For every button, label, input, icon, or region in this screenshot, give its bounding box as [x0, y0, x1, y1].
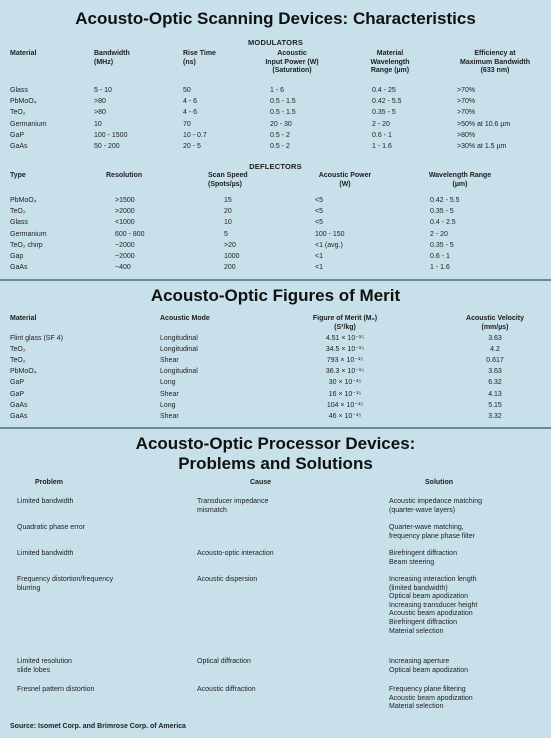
table-cell: <1 (avg.)	[315, 241, 343, 249]
table-cell: 0.617	[486, 357, 504, 365]
table-cell: 15	[224, 197, 232, 204]
table-cell: 4.51 × 10⁻¹⁵	[325, 335, 365, 342]
table-cell: Fresnel pattern distortion	[17, 686, 95, 693]
table-cell: <1	[315, 264, 323, 272]
merit-col-header: Figure of Merit (M₂) (S³/kg)	[312, 315, 378, 331]
table-cell: Long	[160, 379, 176, 387]
table-cell: 0.5 - 1.5	[270, 109, 296, 117]
table-cell: 4.2	[490, 346, 500, 354]
table-cell: >30% at 1.5 µm	[457, 143, 507, 150]
table-cell: 4 - 6	[183, 109, 198, 117]
table-cell: >1500	[115, 197, 135, 204]
table-cell: TeO₂	[10, 109, 26, 117]
table-cell: 1 - 1.6	[430, 264, 450, 272]
deflectors-heading: DEFLECTORS	[249, 162, 302, 171]
merit-col-header: Acoustic Velocity (mm/µs)	[466, 315, 524, 331]
table-cell: <5	[315, 197, 323, 204]
table-cell: Optical diffraction	[197, 658, 251, 665]
table-cell: 6.32	[488, 379, 502, 387]
table-cell: 0.6 - 1	[430, 253, 450, 260]
merit-title: Acousto-Optic Figures of Merit	[150, 286, 401, 305]
table-cell: 0.4 - 25	[372, 87, 396, 94]
table-cell: 36.3 × 10⁻¹⁵	[325, 368, 365, 376]
table-cell: 100 - 1500	[94, 131, 128, 139]
problems-col-header: Solution	[425, 479, 453, 486]
deflectors-col-header: Wavelength Range (µm)	[428, 172, 492, 188]
table-cell: Germanium	[10, 120, 47, 128]
table-cell: <5	[315, 219, 323, 227]
deflectors-col-header: Scan Speed (Spots/µs)	[208, 172, 248, 188]
table-cell: 10	[224, 219, 232, 227]
table-cell: 793 × 10⁻¹⁵	[326, 357, 364, 365]
table-cell: 0.35 - 5	[430, 208, 454, 216]
merit-col-header: Acoustic Mode	[160, 315, 210, 322]
modulators-heading: MODULATORS	[247, 38, 304, 47]
table-cell: TeO₂	[10, 346, 26, 354]
table-cell: Long	[160, 401, 176, 409]
table-cell: Shear	[160, 390, 179, 398]
table-cell: 5	[224, 230, 228, 238]
table-cell: Acoustic dispersion	[197, 576, 258, 583]
table-cell: <1000	[115, 219, 135, 227]
table-cell: Longitudinal	[160, 346, 198, 354]
section-divider	[0, 427, 551, 429]
table-cell: TeO₂ chirp	[10, 241, 43, 249]
table-cell: 1 - 6	[270, 87, 285, 94]
table-cell: 0.42 - 5.5	[430, 197, 460, 204]
table-cell: PbMoO₄	[10, 368, 37, 376]
table-cell: Germanium	[10, 230, 47, 238]
table-cell: 34.5 × 10⁻¹⁵	[325, 346, 365, 354]
table-cell: GaAs	[10, 143, 28, 150]
table-cell: GaP	[10, 379, 25, 387]
table-cell: Birefringent diffraction Beam steering	[389, 550, 457, 566]
table-cell: Transducer impedance mismatch	[197, 498, 269, 514]
table-cell: Frequency plane filtering Acoustic beam apodization Material selection	[389, 686, 473, 711]
table-cell: Shear	[160, 412, 179, 420]
table-cell: <5	[315, 208, 323, 216]
table-cell: Gap	[10, 253, 24, 260]
table-cell: 10 - 0.7	[183, 131, 207, 139]
table-cell: 70	[183, 120, 191, 128]
table-cell: 20 - 5	[183, 143, 201, 150]
table-cell: Increasing interaction length (limited bandwidth) Optical beam apodization Increasing transducer height Acoustic beam apodization Birefringent diffraction Material selection	[389, 576, 478, 635]
table-cell: GaP	[10, 131, 25, 139]
problems-col-header: Cause	[250, 479, 272, 486]
table-cell: 100 - 150	[315, 230, 345, 238]
table-cell: TeO₂	[10, 208, 26, 216]
page-title: Acousto-Optic Scanning Devices: Characteristics	[75, 9, 476, 28]
table-cell: 1 - 1.6	[372, 143, 392, 150]
table-cell: 0.42 - 5.5	[372, 98, 402, 106]
table-cell: Longitudinal	[160, 368, 198, 376]
table-cell: Limited bandwidth	[17, 498, 74, 505]
table-cell: 104 × 10⁻¹⁵	[326, 401, 364, 409]
problems-title: Acousto-Optic Processor Devices: Problems and Solutions	[135, 434, 416, 473]
table-cell: PbMoO₄	[10, 197, 37, 204]
table-cell: 30 × 10⁻¹⁵	[328, 379, 362, 387]
modulators-col-header: Material	[10, 50, 37, 57]
table-cell: GaAs	[10, 264, 28, 272]
table-cell: 2 - 20	[372, 120, 390, 128]
table-cell: >80%	[457, 131, 476, 139]
table-cell: <1	[315, 253, 323, 260]
table-cell: 2 - 20	[430, 230, 448, 238]
table-cell: 3.63	[488, 368, 502, 376]
table-cell: >20	[224, 241, 236, 249]
table-cell: GaAs	[10, 401, 28, 409]
deflectors-col-header: Acoustic Power (W)	[318, 172, 372, 188]
deflectors-col-header: Resolution	[106, 172, 143, 179]
table-cell: Acousto-optic interaction	[197, 550, 274, 557]
problems-col-header: Problem	[35, 479, 64, 486]
table-cell: >70%	[457, 98, 476, 106]
table-cell: 1000	[224, 253, 240, 260]
modulators-col-header: Efficiency at Maximum Bandwidth (633 nm)	[459, 50, 530, 74]
table-cell: Glass	[10, 87, 28, 94]
table-cell: ~2000	[115, 253, 135, 260]
table-cell: 4 - 6	[183, 98, 198, 106]
table-cell: Longitudinal	[160, 335, 198, 342]
table-cell: 0.4 - 2.5	[430, 219, 456, 227]
deflectors-col-header: Type	[10, 172, 26, 179]
table-cell: Quadratic phase error	[17, 524, 86, 531]
table-cell: 0.35 - 5	[430, 241, 454, 249]
table-cell: >70%	[457, 109, 476, 117]
table-cell: 4.13	[488, 390, 502, 398]
table-cell: 0.5 - 1.5	[270, 98, 296, 106]
table-cell: 20 - 30	[270, 120, 292, 128]
table-cell: GaP	[10, 390, 25, 398]
section-divider	[0, 279, 551, 281]
table-cell: Limited resolution slide lobes	[17, 658, 72, 674]
table-cell: 0.5 - 2	[270, 131, 290, 139]
table-cell: 0.6 - 1	[372, 131, 392, 139]
table-cell: 16 × 10⁻¹⁵	[328, 390, 362, 398]
table-cell: Increasing aperture Optical beam apodization	[389, 658, 468, 674]
table-cell: TeO₂	[10, 357, 26, 365]
modulators-col-header: Material Wavelength Range (µm)	[370, 50, 410, 74]
modulators-col-header: Rise Time (ns)	[183, 50, 216, 66]
table-cell: ~2000	[115, 241, 135, 249]
table-cell: 5.15	[488, 401, 502, 409]
table-cell: Acoustic diffraction	[197, 686, 256, 693]
table-cell: Limited bandwidth	[17, 550, 74, 557]
table-cell: 20	[224, 208, 232, 216]
table-cell: Flint glass (SF 4)	[10, 335, 63, 342]
table-cell: 0.35 - 5	[372, 109, 396, 117]
table-cell: 5 - 10	[94, 87, 112, 94]
table-cell: 600 - 800	[115, 230, 145, 238]
table-cell: 10	[94, 120, 102, 128]
modulators-col-header: Acoustic Input Power (W) (Saturation)	[265, 50, 319, 74]
merit-col-header: Material	[10, 315, 37, 322]
table-cell: >2000	[115, 208, 135, 216]
table-cell: 0.5 - 2	[270, 143, 290, 150]
source-note: Source: Isomet Corp. and Brimrose Corp. of America	[10, 723, 186, 730]
table-cell: 50 - 200	[94, 143, 120, 150]
modulators-col-header: Bandwidth (MHz)	[94, 50, 130, 66]
table-cell: 46 × 10⁻¹⁵	[328, 412, 362, 420]
table-cell: PbMoO₄	[10, 98, 37, 106]
table-cell: >80	[94, 98, 106, 106]
table-cell: >70%	[457, 87, 476, 94]
table-cell: Glass	[10, 219, 28, 227]
table-cell: Shear	[160, 357, 179, 365]
table-cell: GaAs	[10, 412, 28, 420]
table-cell: Frequency distortion/frequency blurring	[17, 576, 114, 592]
table-cell: ~400	[115, 264, 131, 272]
table-cell: 200	[224, 264, 236, 272]
table-cell: >80	[94, 109, 106, 117]
table-cell: 50	[183, 87, 191, 94]
table-cell: Quarter-wave matching, frequency plane phase filter	[389, 524, 475, 540]
table-cell: 3.32	[488, 412, 502, 420]
table-cell: Acoustic impedance matching (quarter-wave layers)	[389, 498, 482, 514]
table-cell: 3.63	[488, 335, 502, 342]
table-cell: >50% at 10.6 µm	[457, 120, 511, 128]
